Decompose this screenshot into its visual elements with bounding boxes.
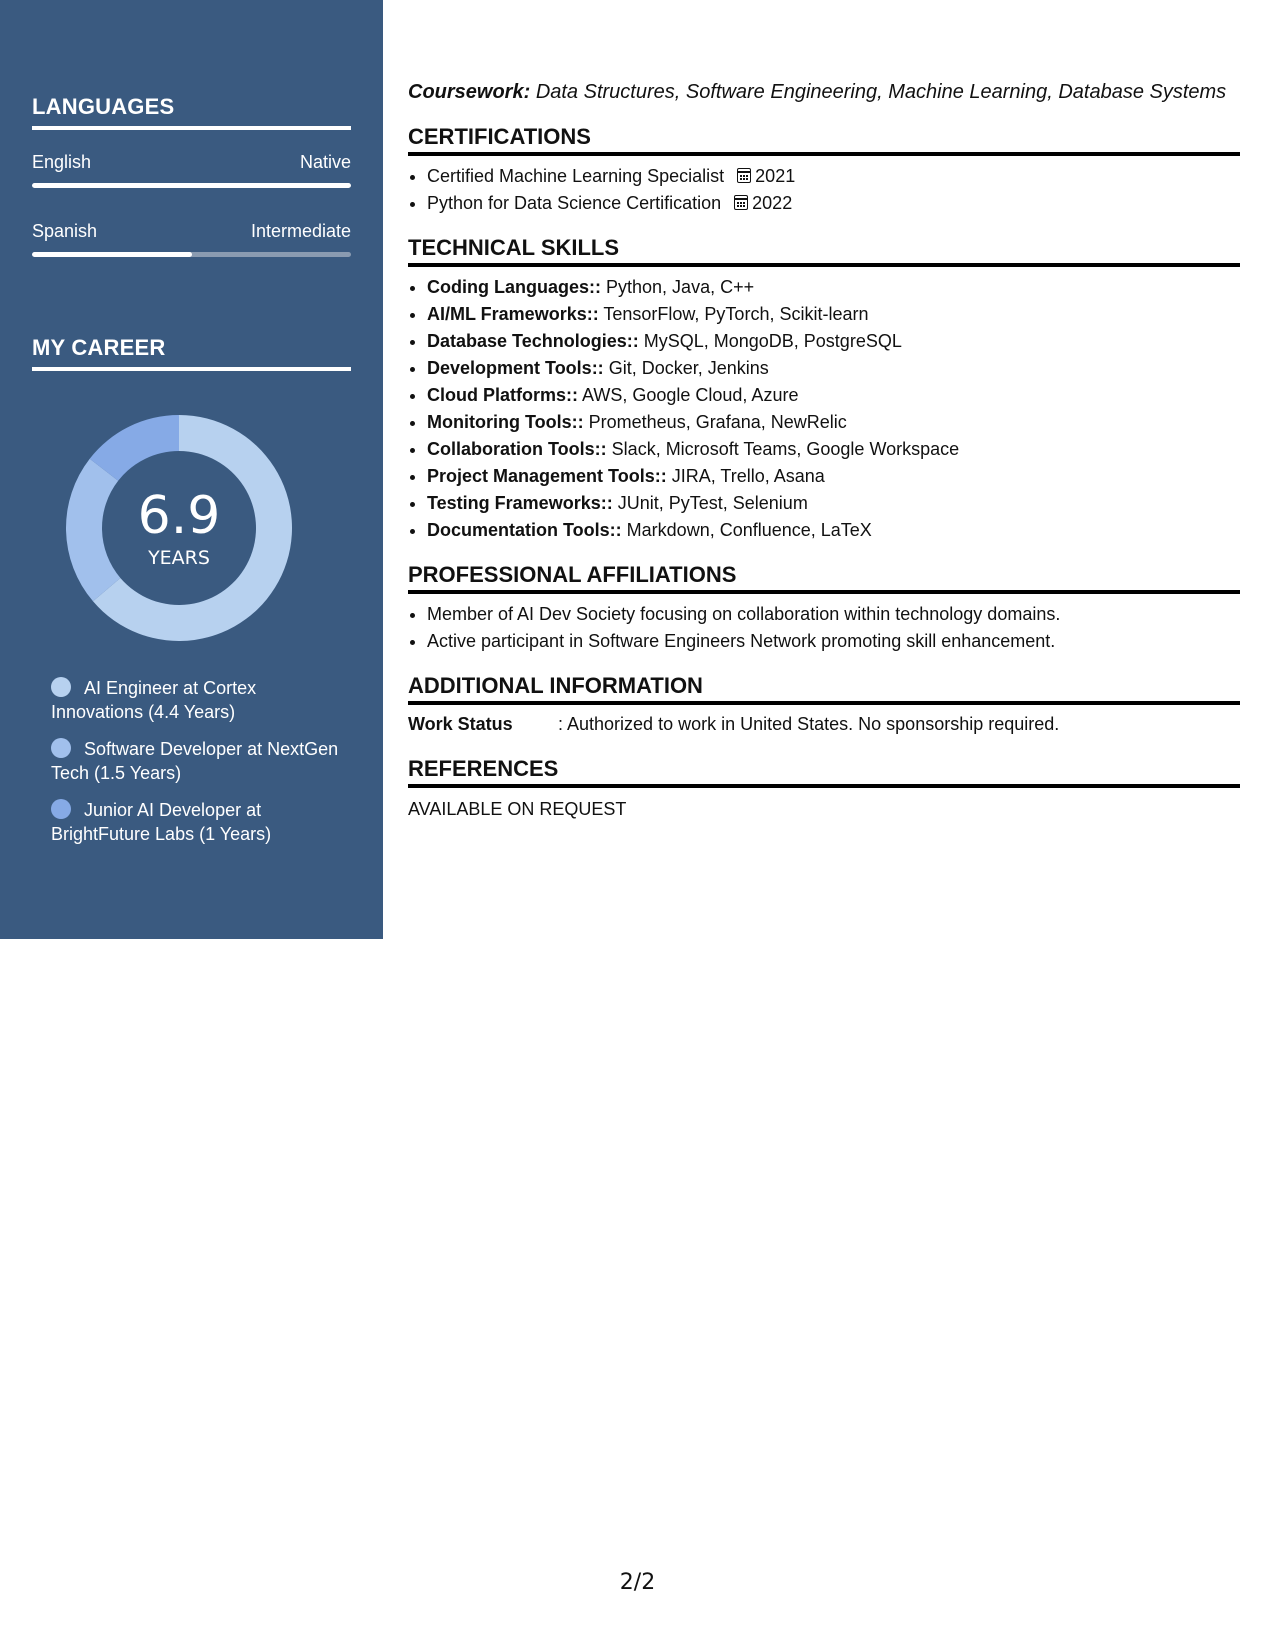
affiliations-list [408, 601, 1240, 655]
languages-heading: LANGUAGES [32, 94, 351, 130]
skill-label: AI/ML Frameworks:: [427, 304, 599, 324]
skill-label: Development Tools:: [427, 358, 604, 378]
language-name: Spanish [32, 221, 98, 241]
legend-dot-icon [51, 799, 71, 819]
skill-item [427, 436, 1240, 463]
skills-title: TECHNICAL SKILLS [408, 235, 1240, 267]
skill-label: Documentation Tools:: [427, 520, 622, 540]
certification-item [427, 163, 1240, 190]
skill-value: MySQL, MongoDB, PostgreSQL [643, 331, 902, 351]
skill-item [427, 517, 1240, 544]
career-item-label: Software Developer at NextGen Tech (1.5 Years) [51, 739, 339, 783]
skill-value: JUnit, PyTest, Selenium [617, 493, 808, 513]
language-level: Intermediate [250, 221, 351, 241]
references-title: REFERENCES [408, 756, 1240, 788]
coursework [408, 78, 1240, 106]
calendar-icon [737, 168, 751, 183]
career-total [66, 415, 292, 641]
work-status-row [408, 711, 1240, 738]
certification-year: 2021 [755, 166, 796, 186]
career-legend [51, 676, 351, 859]
skill-item [427, 382, 1240, 409]
skill-label: Monitoring Tools:: [427, 412, 584, 432]
skill-value: Python, Java, C++ [606, 277, 755, 297]
language-english [32, 152, 351, 173]
career-item [51, 798, 351, 846]
affiliation-item: • Active participant in Software Engineers Network promoting skill enhancement. [427, 628, 1240, 655]
language-level: Native [299, 152, 351, 172]
skill-value: Slack, Microsoft Teams, Google Workspace [611, 439, 960, 459]
calendar-icon [734, 195, 748, 210]
certifications-list [408, 163, 1240, 217]
career-total-value: 6.9 [137, 486, 221, 546]
coursework-label: Coursework: [408, 81, 531, 103]
skill-value: AWS, Google Cloud, Azure [582, 385, 799, 405]
skill-value: Markdown, Confluence, LaTeX [626, 520, 872, 540]
language-name: English [32, 152, 92, 172]
language-bar-english [32, 183, 351, 188]
work-status-value: : Authorized to work in United States. No sponsorship required. [558, 714, 1060, 734]
skill-value: JIRA, Trello, Asana [671, 466, 825, 486]
career-heading: MY CAREER [32, 335, 351, 371]
skill-item [427, 490, 1240, 517]
language-bar-fill [32, 252, 192, 257]
skill-item [427, 301, 1240, 328]
legend-dot-icon [51, 738, 71, 758]
skill-item [427, 409, 1240, 436]
skill-label: Project Management Tools:: [427, 466, 667, 486]
career-item-label: AI Engineer at Cortex Innovations (4.4 Years) [51, 678, 257, 722]
skill-label: Collaboration Tools:: [427, 439, 607, 459]
career-item [51, 676, 351, 724]
skill-value: Prometheus, Grafana, NewRelic [588, 412, 847, 432]
affiliations-title: PROFESSIONAL AFFILIATIONS [408, 562, 1240, 594]
certification-year: 2022 [752, 193, 793, 213]
career-item-label: Junior AI Developer at BrightFuture Labs (1 Years) [51, 800, 272, 844]
skill-item [427, 328, 1240, 355]
skill-label: Cloud Platforms:: [427, 385, 578, 405]
additional-info-title: ADDITIONAL INFORMATION [408, 673, 1240, 705]
page-number: 2/2 [619, 1570, 656, 1595]
language-bar-spanish [32, 252, 351, 257]
work-status-label: Work Status [408, 714, 513, 734]
certification-item [427, 190, 1240, 217]
career-total-unit: YEARS [148, 547, 210, 569]
language-bar-fill [32, 183, 351, 188]
skill-label: Database Technologies:: [427, 331, 639, 351]
main-content [408, 78, 1240, 823]
skill-label: Testing Frameworks:: [427, 493, 613, 513]
sidebar [0, 0, 383, 939]
certifications-title: CERTIFICATIONS [408, 124, 1240, 156]
coursework-text: Data Structures, Software Engineering, Machine Learning, Database Systems [535, 81, 1227, 103]
affiliation-item: • Member of AI Dev Society focusing on collaboration within technology domains. [427, 601, 1240, 628]
references-text: AVAILABLE ON REQUEST [408, 799, 627, 819]
skill-value: TensorFlow, PyTorch, Scikit-learn [603, 304, 869, 324]
certification-name: Python for Data Science Certification [427, 193, 722, 213]
certification-name: Certified Machine Learning Specialist [427, 166, 725, 186]
career-item [51, 737, 351, 785]
skill-item [427, 355, 1240, 382]
skill-item [427, 274, 1240, 301]
skill-label: Coding Languages:: [427, 277, 601, 297]
language-spanish [32, 221, 351, 242]
legend-dot-icon [51, 677, 71, 697]
skills-list [408, 274, 1240, 544]
skill-value: Git, Docker, Jenkins [608, 358, 769, 378]
skill-item [427, 463, 1240, 490]
